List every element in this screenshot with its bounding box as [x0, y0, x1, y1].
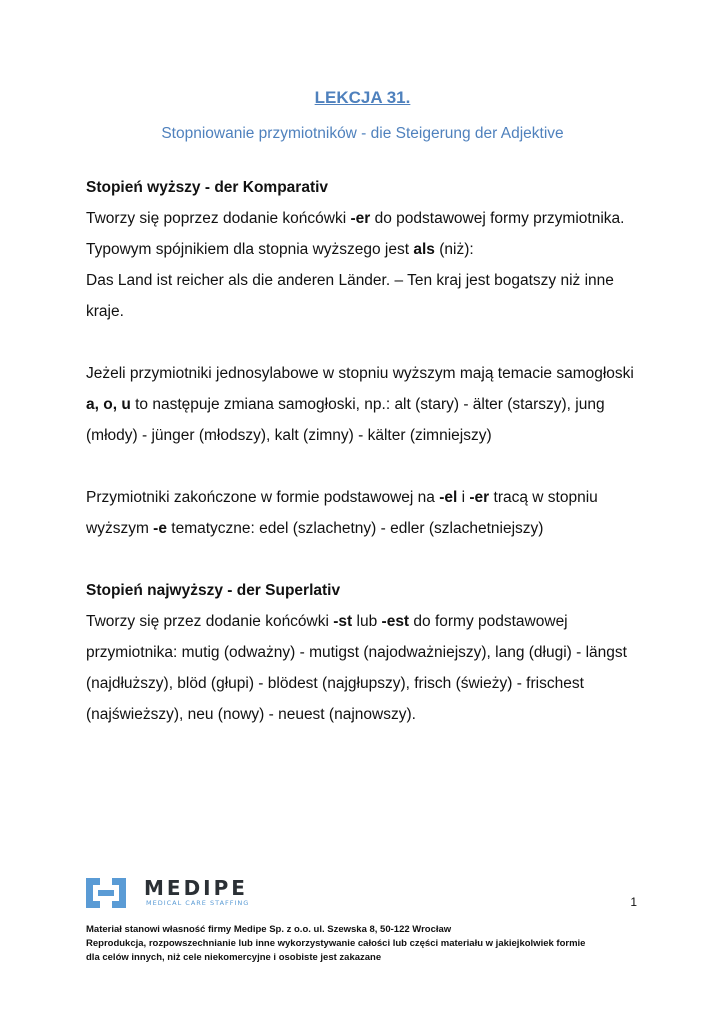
ending-el: -el [439, 489, 458, 506]
conjunction-rule [86, 234, 646, 265]
medical-cross-icon [86, 878, 126, 908]
text-run: tematyczne: edel (szlachetny) - edler (szlachetniejszy) [166, 520, 544, 537]
text-run: i [457, 489, 470, 506]
text-run: Tworzy się przez dodanie końcówki [86, 613, 334, 630]
text-run: to następuje zmiana samogłoski, np.: alt (stary) - älter (starszy), jung (młody) - jünger (młodszy), kalt (zimny) - kälter (zimniejszy) [86, 396, 605, 444]
text-run: (niż): [434, 241, 474, 258]
text-run: tracą w stopniu wyższym [86, 489, 598, 537]
lesson-title: LEKCJA 31. [314, 88, 411, 107]
legal-notice [86, 923, 686, 965]
comparative-heading: Stopień wyższy - der Komparativ [86, 179, 329, 196]
comparative-rule [86, 203, 646, 234]
legal-line-3: dla celów innych, niż cele niekomercyjne i osobiste jest zakazane [86, 952, 382, 963]
ending-er: -er [469, 489, 490, 506]
ending-est: -est [381, 613, 410, 630]
el-er-rule [86, 482, 646, 544]
text-run: Jeżeli przymiotniki jednosylabowe w stopniu wyższym mają temacie samogłoski [86, 365, 634, 382]
lesson-subtitle: Stopniowanie przymiotników - die Steigerung der Adjektive [161, 125, 564, 142]
vowels-aou: a, o, u [86, 396, 131, 413]
text-run: Przymiotniki zakończone w formie podstawowej na [86, 489, 440, 506]
text-run: Tworzy się poprzez dodanie końcówki [86, 210, 351, 227]
superlative-rule [86, 606, 646, 730]
superlative-heading: Stopień najwyższy - der Superlativ [86, 582, 341, 599]
medipe-logo [86, 876, 256, 912]
page-number: 1 [630, 895, 637, 909]
text-run: do formy podstawowej przymiotnika: mutig (odważny) - mutigst (najodważniejszy), lang (długi) - längst (najdłuższy), blöd (głupi) - blödest (najgłupszy), frisch (świeży) - frischest (najświeższy), neu (nowy) - neuest (najnowszy). [86, 613, 627, 723]
ending-e: -e [153, 520, 167, 537]
ending-er: -er [350, 210, 371, 227]
text-run: lub [352, 613, 382, 630]
legal-line-2: Reprodukcja, rozpowszechnianie lub inne wykorzystywanie całości lub części materiału w jakiejkolwiek formie [86, 938, 586, 949]
logo-tagline: MEDICAL CARE STAFFING [146, 899, 250, 907]
logo-wordmark: MEDIPE [144, 876, 248, 900]
legal-line-1: Materiał stanowi własność firmy Medipe Sp. z o.o. ul. Szewska 8, 50-122 Wrocław [86, 924, 452, 935]
umlaut-rule [86, 358, 646, 451]
text-run: do podstawowej formy przymiotnika. [370, 210, 625, 227]
conjunction-als: als [413, 241, 435, 258]
ending-st: -st [333, 613, 353, 630]
comparative-example: Das Land ist reicher als die anderen Länder. – Ten kraj jest bogatszy niż inne kraje. [86, 272, 614, 320]
lesson-body [86, 172, 646, 730]
text-run: Typowym spójnikiem dla stopnia wyższego jest [86, 241, 414, 258]
